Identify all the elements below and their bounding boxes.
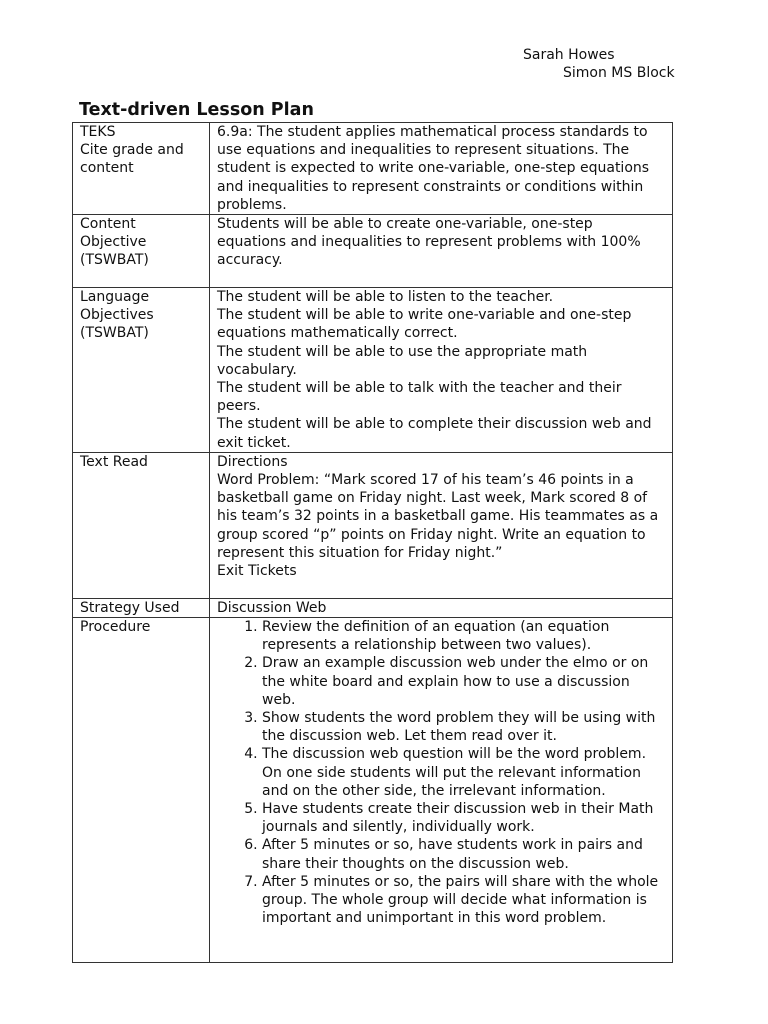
procedure-list [217,618,666,927]
label-content-objective: Content Objective (TSWBAT) [73,215,210,288]
row-teks [73,123,673,215]
label-teks [73,123,210,215]
label-language-objectives: Language Objectives (TSWBAT) [73,288,210,453]
procedure-step: 4. The discussion web question will be the word problem. On one side students will put the relevant information and on the other side, the irrelevant information. [262,745,666,800]
text-read-content [210,452,673,598]
row-strategy [73,598,673,617]
label-text-read: Text Read [73,452,210,598]
procedure-step: 6. After 5 minutes or so, have students work in pairs and share their thoughts on the discussion web. [262,836,666,872]
language-objective: The student will be able to talk with the teacher and their peers. [217,380,622,415]
procedure-content [210,618,673,963]
row-text-read [73,452,673,598]
word-problem: Word Problem: “Mark scored 17 of his team’s 46 points in a basketball game on Friday night. Last week, Mark scored 8 of his team’s 32 points in a basketball game. His teammates as a group scored “p” points on Friday night. Write an equation to represent this situation for Friday night.” [217,472,659,561]
language-objective: The student will be able to use the appropriate math vocabulary. [217,343,588,378]
text-read-directions: Directions [217,453,288,470]
row-language-objectives [73,288,673,453]
teks-content: 6.9a: The student applies mathematical process standards to use equations and inequalities to represent situations. The student is expected to write one-variable, one-step equations and inequalities to represent constraints or conditions within problems. [210,123,673,215]
procedure-step: 2. Draw an example discussion web under the elmo or on the white board and explain how to use a discussion web. [262,654,666,709]
label-teks-sub: Cite grade and content [80,142,184,177]
language-objective: The student will be able to write one-variable and one-step equations mathematically correct. [217,307,632,342]
language-objective: The student will be able to complete their discussion web and exit ticket. [217,416,652,451]
school-block: Simon MS Block [563,65,675,81]
language-objective: The student will be able to listen to the teacher. [217,289,554,306]
row-procedure [73,618,673,963]
content-objective-text: Students will be able to create one-variable, one-step equations and inequalities to represent problems with 100% accuracy. [210,215,673,288]
procedure-step: 3. Show students the word problem they will be using with the discussion web. Let them read over it. [262,709,666,745]
strategy-text: Discussion Web [210,598,673,617]
label-teks-title: TEKS [80,124,116,140]
label-strategy: Strategy Used [73,598,210,617]
label-procedure: Procedure [73,618,210,963]
row-content-objective [73,215,673,288]
lesson-plan-table [72,122,673,963]
procedure-step: 7. After 5 minutes or so, the pairs will share with the whole group. The whole group will decide what information is important and unimportant in this word problem. [262,873,666,928]
exit-tickets: Exit Tickets [217,563,297,580]
author-name: Sarah Howes [523,47,615,63]
procedure-step: 1. Review the definition of an equation (an equation represents a relationship between two values). [262,618,666,654]
language-objectives-list [210,288,673,453]
page-title: Text-driven Lesson Plan [79,100,314,120]
procedure-step: 5. Have students create their discussion web in their Math journals and silently, individually work. [262,800,666,836]
